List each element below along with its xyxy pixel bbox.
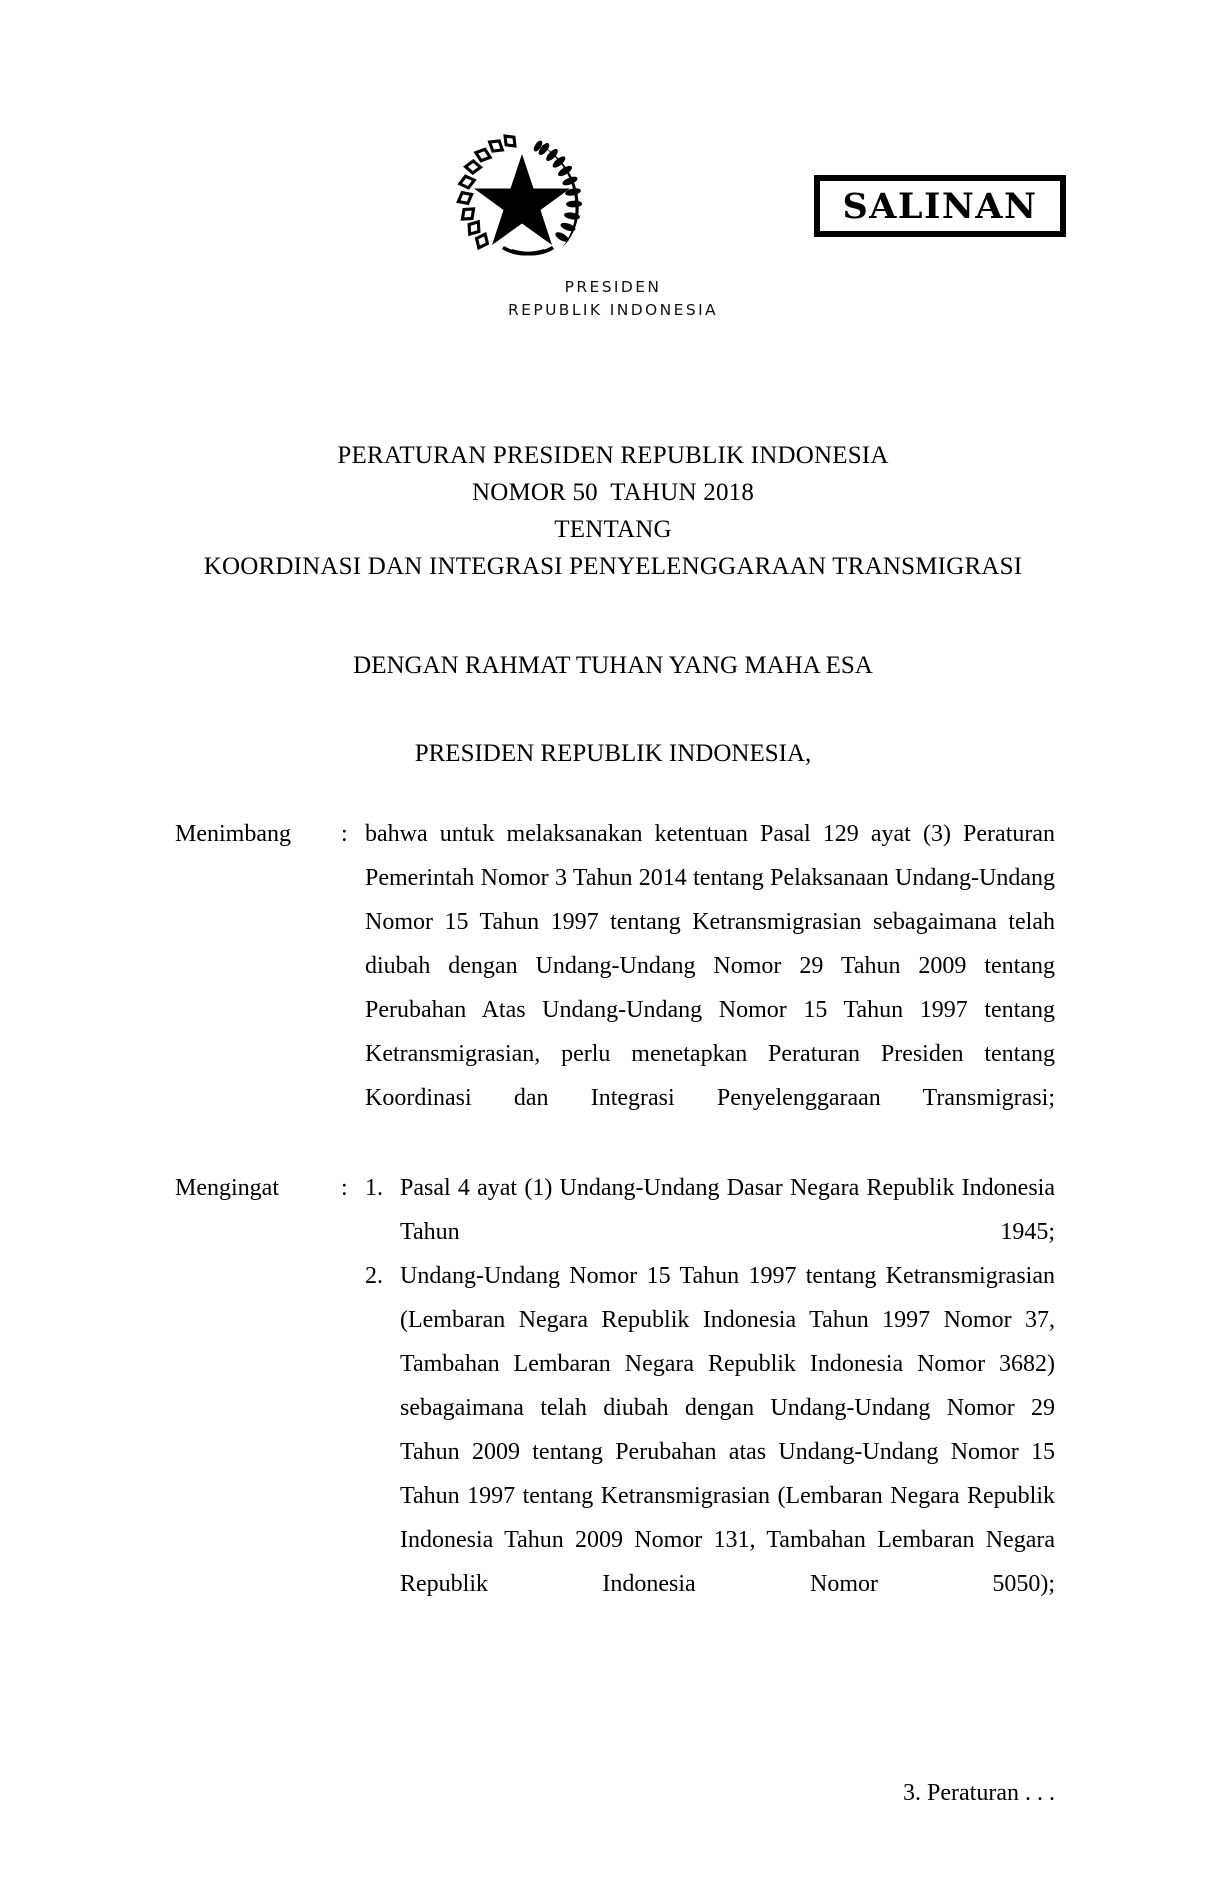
clause-label-mengingat: Mengingat bbox=[175, 1175, 279, 1201]
title-line-regulation-type: PERATURAN PRESIDEN REPUBLIK INDONESIA bbox=[337, 442, 889, 469]
list-item bbox=[365, 1166, 1055, 1254]
list-item-marker-1: 1. bbox=[365, 1175, 383, 1201]
salinan-stamp-label: SALINAN bbox=[842, 185, 1038, 227]
clause-colon-menimbang: : bbox=[341, 821, 348, 847]
clause-menimbang bbox=[175, 812, 1055, 1120]
title-line-tentang: TENTANG bbox=[554, 516, 672, 543]
title-line-number-year: NOMOR 50 TAHUN 2018 bbox=[471, 479, 755, 506]
issuing-authority-line: PRESIDEN REPUBLIK INDONESIA, bbox=[414, 740, 812, 767]
page-catchword: 3. Peraturan . . . bbox=[903, 1780, 1055, 1806]
list-item-marker-2: 2. bbox=[365, 1263, 383, 1289]
masthead bbox=[0, 128, 1226, 328]
clause-body-mengingat bbox=[365, 1166, 1055, 1606]
organization-line-presiden: PRESIDEN bbox=[564, 278, 662, 296]
garuda-star-wreath-emblem bbox=[452, 128, 592, 264]
list-item-text-2: Undang-Undang Nomor 15 Tahun 1997 tentang Ketransmigrasian (Lembaran Negara Republik Indonesia Tahun 1997 Nomor 37, Tambahan Lembaran Negara Republik Indonesia Nomor 3682) sebagaimana telah diubah dengan Undang-Undang Nomor 29 Tahun 2009 tentang Perubahan atas Undang-Undang Nomor 15 Tahun 1997 tentang Ketransmigrasian (Lembaran Negara Republik Indonesia Tahun 2009 Nomor 131, Tambahan Lembaran Negara Republik Indonesia Nomor 5050); bbox=[400, 1263, 1055, 1597]
organization-heading bbox=[0, 276, 1226, 322]
list-item bbox=[365, 1254, 1055, 1606]
clause-colon-mengingat: : bbox=[341, 1175, 348, 1201]
legal-basis-list bbox=[365, 1166, 1055, 1606]
document-title-block bbox=[0, 437, 1226, 585]
invocation-line: DENGAN RAHMAT TUHAN YANG MAHA ESA bbox=[353, 652, 873, 679]
clause-section bbox=[175, 812, 1055, 1606]
organization-line-republik-indonesia: REPUBLIK INDONESIA bbox=[507, 301, 719, 319]
clause-label-menimbang: Menimbang bbox=[175, 821, 291, 847]
salinan-stamp bbox=[814, 175, 1066, 237]
title-line-subject: KOORDINASI DAN INTEGRASI PENYELENGGARAAN TRANSMIGRASI bbox=[203, 553, 1023, 580]
clause-text-menimbang: bahwa untuk melaksanakan ketentuan Pasal 129 ayat (3) Peraturan Pemerintah Nomor 3 Tahun 2014 tentang Pelaksanaan Undang-Undang Nomor 15 Tahun 1997 tentang Ketransmigrasian sebagaimana telah diubah dengan Undang-Undang Nomor 29 Tahun 2009 tentang Perubahan Atas Undang-Undang Nomor 15 Tahun 1997 tentang Ketransmigrasian, perlu menetapkan Peraturan Presiden tentang Koordinasi dan Integrasi Penyelenggaraan Transmigrasi; bbox=[365, 821, 1055, 1111]
clause-mengingat bbox=[175, 1166, 1055, 1606]
list-item-text-1: Pasal 4 ayat (1) Undang-Undang Dasar Negara Republik Indonesia Tahun 1945; bbox=[400, 1175, 1055, 1245]
